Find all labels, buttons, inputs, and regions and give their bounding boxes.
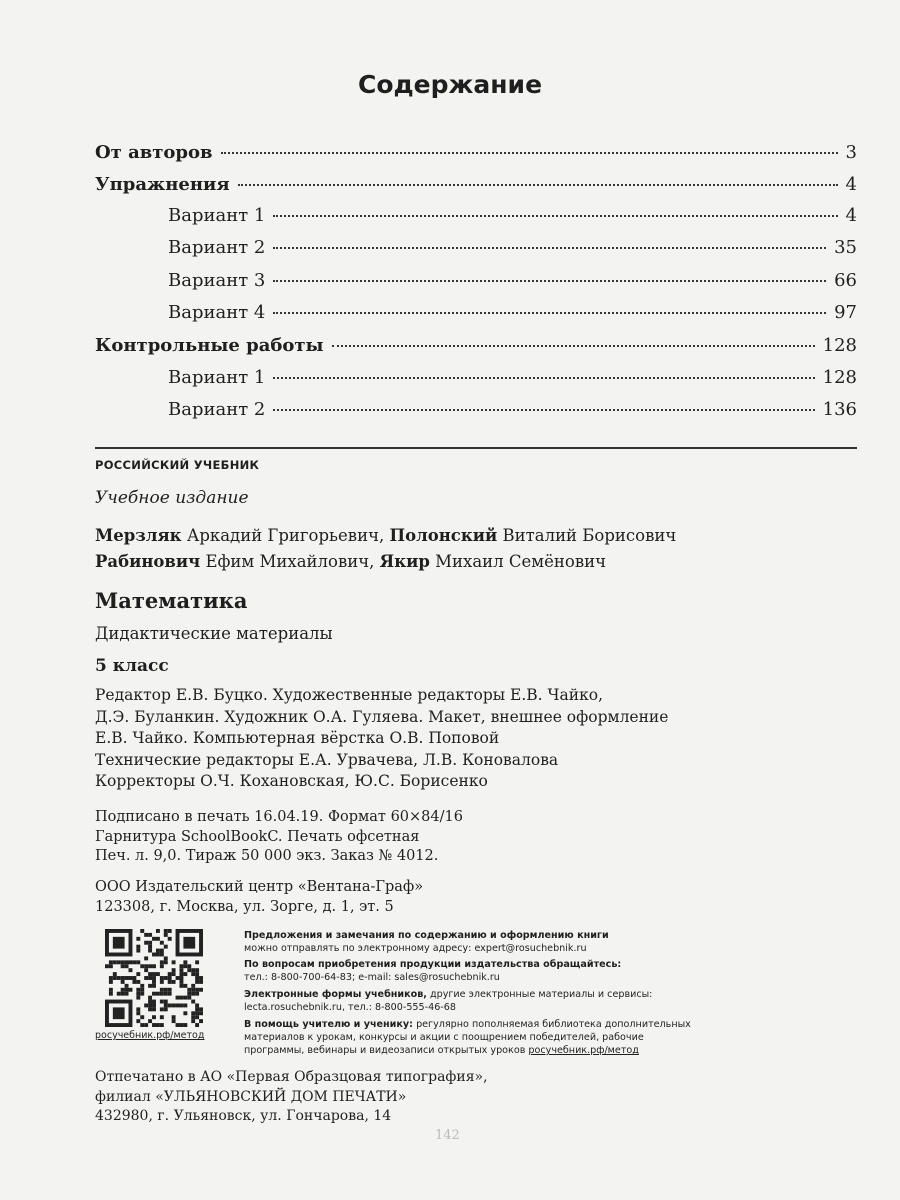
contact-text: lecta.rosuchebnik.ru, тел.: 8-800-555-46-68 xyxy=(244,1002,456,1013)
contact-block-1 xyxy=(244,929,804,955)
contact-block-4 xyxy=(244,1018,804,1057)
contact-heading: По вопросам приобретения продукции издательства обращайтесь: xyxy=(244,959,622,970)
toc-entry[interactable] xyxy=(168,367,857,397)
toc-leader-dots xyxy=(221,152,838,154)
author-name: Аркадий Григорьевич, xyxy=(181,526,390,545)
toc-entry-label: Контрольные работы xyxy=(95,335,324,356)
contact-text: материалов к урокам, конкурсы и акции с поощрением победителей, рабочие xyxy=(244,1032,644,1043)
toc-entry-label: Вариант 2 xyxy=(168,399,266,420)
toc-leader-dots xyxy=(332,345,815,347)
toc-leader-dots xyxy=(238,184,838,186)
book-grade: 5 класс xyxy=(95,656,169,676)
toc-entry[interactable] xyxy=(168,205,857,235)
toc-entry-page: 35 xyxy=(834,237,857,258)
qr-link[interactable]: росучебник.рф/метод xyxy=(95,1030,205,1041)
contact-text: другие электронные материалы и сервисы: xyxy=(426,989,653,1000)
author-name: Михаил Семёнович xyxy=(429,552,607,571)
toc-leader-dots xyxy=(273,409,814,411)
toc-entry-page: 4 xyxy=(845,205,857,226)
contact-heading: Предложения и замечания по содержанию и оформлению книги xyxy=(244,930,609,941)
toc-entry-page: 4 xyxy=(845,174,857,195)
contact-text: тел.: 8-800-700-64-83; e-mail: sales@rosuchebnik.ru xyxy=(244,972,500,983)
divider xyxy=(95,447,857,449)
printing-house xyxy=(95,1068,488,1127)
book-subtitle: Дидактические материалы xyxy=(95,624,333,643)
publisher-info xyxy=(95,878,423,917)
toc-leader-dots xyxy=(273,247,826,249)
toc-leader-dots xyxy=(273,377,814,379)
toc-entry-label: Вариант 1 xyxy=(168,205,266,226)
toc-leader-dots xyxy=(273,312,826,314)
toc-entry[interactable] xyxy=(168,237,857,267)
toc-entry-label: Вариант 3 xyxy=(168,270,266,291)
toc-entry-label: Вариант 4 xyxy=(168,302,266,323)
toc-entry-label: Вариант 2 xyxy=(168,237,266,258)
credit-line: Технические редакторы Е.А. Урвачева, Л.В. Коновалова xyxy=(95,750,559,769)
credit-line: Корректоры О.Ч. Кохановская, Ю.С. Борисенко xyxy=(95,772,488,790)
toc-entry[interactable] xyxy=(95,335,857,365)
toc-entry-label: От авторов xyxy=(95,142,213,163)
page-number: 142 xyxy=(435,1128,460,1143)
toc-leader-dots xyxy=(273,280,826,282)
method-link[interactable]: росучебник.рф/метод xyxy=(528,1045,639,1056)
toc-leader-dots xyxy=(273,215,837,217)
toc-entry-page: 97 xyxy=(834,302,857,323)
toc-entry-page: 128 xyxy=(822,367,857,388)
publisher-address: 123308, г. Москва, ул. Зорге, д. 1, эт. 5 xyxy=(95,898,394,915)
publisher-name: ООО Издательский центр «Вентана-Граф» xyxy=(95,879,424,895)
toc-title: Содержание xyxy=(357,70,543,99)
toc-entry-page: 66 xyxy=(834,270,857,291)
print-details xyxy=(95,808,463,867)
toc-entry-label: Упражнения xyxy=(95,174,230,195)
print-line: Гарнитура SchoolBookC. Печать офсетная xyxy=(95,828,420,845)
toc-entry[interactable] xyxy=(168,399,857,429)
contact-block-3 xyxy=(244,988,804,1014)
contact-heading: Электронные формы учебников, xyxy=(244,989,427,1000)
edition-type: Учебное издание xyxy=(95,488,249,508)
author-surname: Якир xyxy=(379,552,430,571)
contact-heading: В помощь учителю и ученику: xyxy=(244,1019,414,1030)
author-surname: Мерзляк xyxy=(95,526,182,545)
contact-text: программы, вебинары и видеозаписи открытых уроков xyxy=(244,1045,529,1056)
credit-line: Е.В. Чайко. Компьютерная вёрстка О.В. Поповой xyxy=(95,729,500,747)
book-subject: Математика xyxy=(95,588,248,613)
toc-entry[interactable] xyxy=(95,142,857,172)
toc-entry[interactable] xyxy=(168,302,857,332)
author-surname: Полонский xyxy=(389,526,498,545)
printed-line: Отпечатано в АО «Первая Образцовая типография», xyxy=(95,1069,488,1085)
printed-line: филиал «УЛЬЯНОВСКИЙ ДОМ ПЕЧАТИ» xyxy=(95,1088,407,1105)
contact-text: можно отправлять по электронному адресу: expert@rosuchebnik.ru xyxy=(244,943,587,954)
credit-line: Д.Э. Буланкин. Художник О.А. Гуляева. Макет, внешнее оформление xyxy=(95,707,669,726)
printed-line: 432980, г. Ульяновск, ул. Гончарова, 14 xyxy=(95,1108,392,1124)
credit-line: Редактор Е.В. Буцко. Художественные редакторы Е.В. Чайко, xyxy=(95,686,604,704)
author-name: Ефим Михайлович, xyxy=(200,552,380,571)
credits xyxy=(95,685,668,793)
print-line: Печ. л. 9,0. Тираж 50 000 экз. Заказ № 4012. xyxy=(95,848,439,864)
toc-entry[interactable] xyxy=(95,174,857,204)
qr-code[interactable] xyxy=(105,929,203,1027)
contact-text: регулярно пополняемая библиотека дополнительных xyxy=(413,1019,691,1030)
toc-entry[interactable] xyxy=(168,270,857,300)
print-line: Подписано в печать 16.04.19. Формат 60×84/16 xyxy=(95,809,463,825)
toc-entry-page: 136 xyxy=(822,399,857,420)
series-brand: РОССИЙСКИЙ УЧЕБНИК xyxy=(95,458,260,472)
toc-entry-page: 128 xyxy=(822,335,857,356)
authors-line-1 xyxy=(95,526,676,545)
authors-line-2 xyxy=(95,552,606,571)
toc-entry-label: Вариант 1 xyxy=(168,367,266,388)
author-name: Виталий Борисович xyxy=(497,526,677,545)
toc-entry-page: 3 xyxy=(845,142,857,163)
author-surname: Рабинович xyxy=(95,552,201,571)
contact-block-2 xyxy=(244,958,804,984)
